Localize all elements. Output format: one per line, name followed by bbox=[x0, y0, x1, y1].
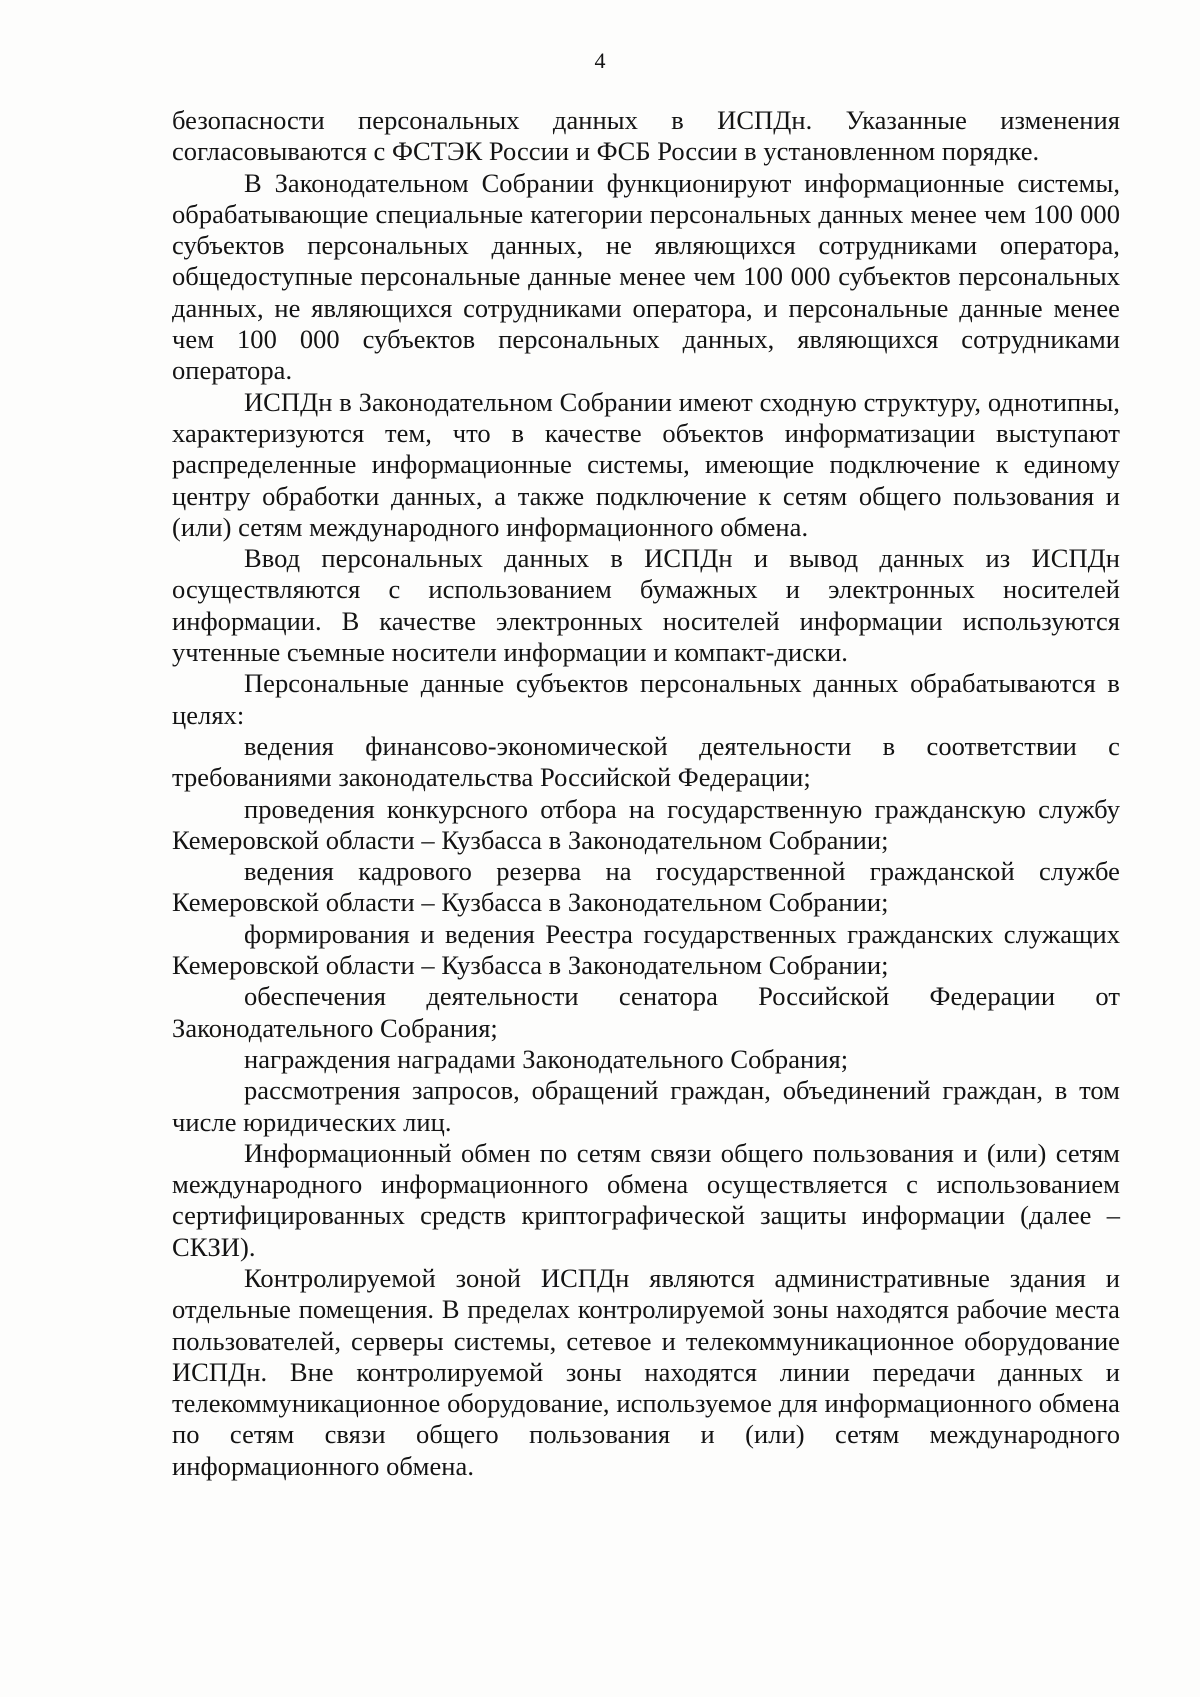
purpose-list-item: формирования и ведения Реестра государственных гражданских служащих Кемеровской области – Кузбасса в Законодательном Собрании; bbox=[172, 918, 1120, 981]
purpose-list-item: рассмотрения запросов, обращений граждан, объединений граждан, в том числе юридических лиц. bbox=[172, 1075, 1120, 1137]
paragraph-information-exchange: Информационный обмен по сетям связи общего пользования и (или) сетям международного информационного обмена осуществляется с использованием сертифицированных средств криптографической защиты информации (далее – СКЗИ). bbox=[172, 1137, 1120, 1262]
paragraph-ispdn-structure: ИСПДн в Законодательном Собрании имеют сходную структуру, однотипны, характеризуются тем, что в качестве объектов информатизации выступают распределенные информационные системы, имеющие подключение к единому центру обработки данных, а также подключение к сетям общего пользования и (или) сетям международного информационного обмена. bbox=[172, 386, 1120, 542]
paragraph-information-systems: В Законодательном Собрании функционируют информационные системы, обрабатывающие специальные категории персональных данных менее чем 100 000 субъектов персональных данных, не являющихся сотрудниками оператора, общедоступные персональные данные менее чем 100 000 субъектов персональных данных, не являющихся сотрудниками оператора, и персональные данные менее чем 100 000 субъектов персональных данных, являющихся сотрудниками оператора. bbox=[172, 167, 1120, 386]
paragraph-data-input-output: Ввод персональных данных в ИСПДн и вывод данных из ИСПДн осуществляются с использованием бумажных и электронных носителей информации. В качестве электронных носителей информации используются учтенные съемные носители информации и компакт-диски. bbox=[172, 543, 1120, 668]
purpose-list-item: ведения кадрового резерва на государственной гражданской службе Кемеровской области – Кузбасса в Законодательном Собрании; bbox=[172, 856, 1120, 918]
purpose-list-item: награждения наградами Законодательного Собрания; bbox=[244, 1043, 849, 1074]
document-body bbox=[172, 105, 1120, 1482]
page-number: 4 bbox=[594, 48, 606, 73]
purpose-list-item: проведения конкурсного отбора на государственную гражданскую службу Кемеровской области – Кузбасса в Законодательном Собрании; bbox=[172, 793, 1120, 855]
paragraph-processing-purposes: Персональные данные субъектов персональных данных обрабатываются в целях: bbox=[172, 668, 1120, 730]
paragraph-continuation: безопасности персональных данных в ИСПДн. Указанные изменения согласовываются с ФСТЭК России и ФСБ России в установленном порядке. bbox=[172, 105, 1120, 167]
purpose-list-item: обеспечения деятельности сенатора Российской Федерации от Законодательного Собрания; bbox=[172, 981, 1120, 1043]
paragraph-controlled-zone: Контролируемой зоной ИСПДн являются административные здания и отдельные помещения. В пределах контролируемой зоны находятся рабочие места пользователей, серверы системы, сетевое и телекоммуникационное оборудование ИСПДн. Вне контролируемой зоны находятся линии передачи данных и телекоммуникационное оборудование, используемое для информационного обмена по сетям связи общего пользования и (или) сетям международного информационного обмена. bbox=[172, 1262, 1120, 1481]
purpose-list-item: ведения финансово-экономической деятельности в соответствии с требованиями законодательства Российской Федерации; bbox=[172, 730, 1120, 793]
